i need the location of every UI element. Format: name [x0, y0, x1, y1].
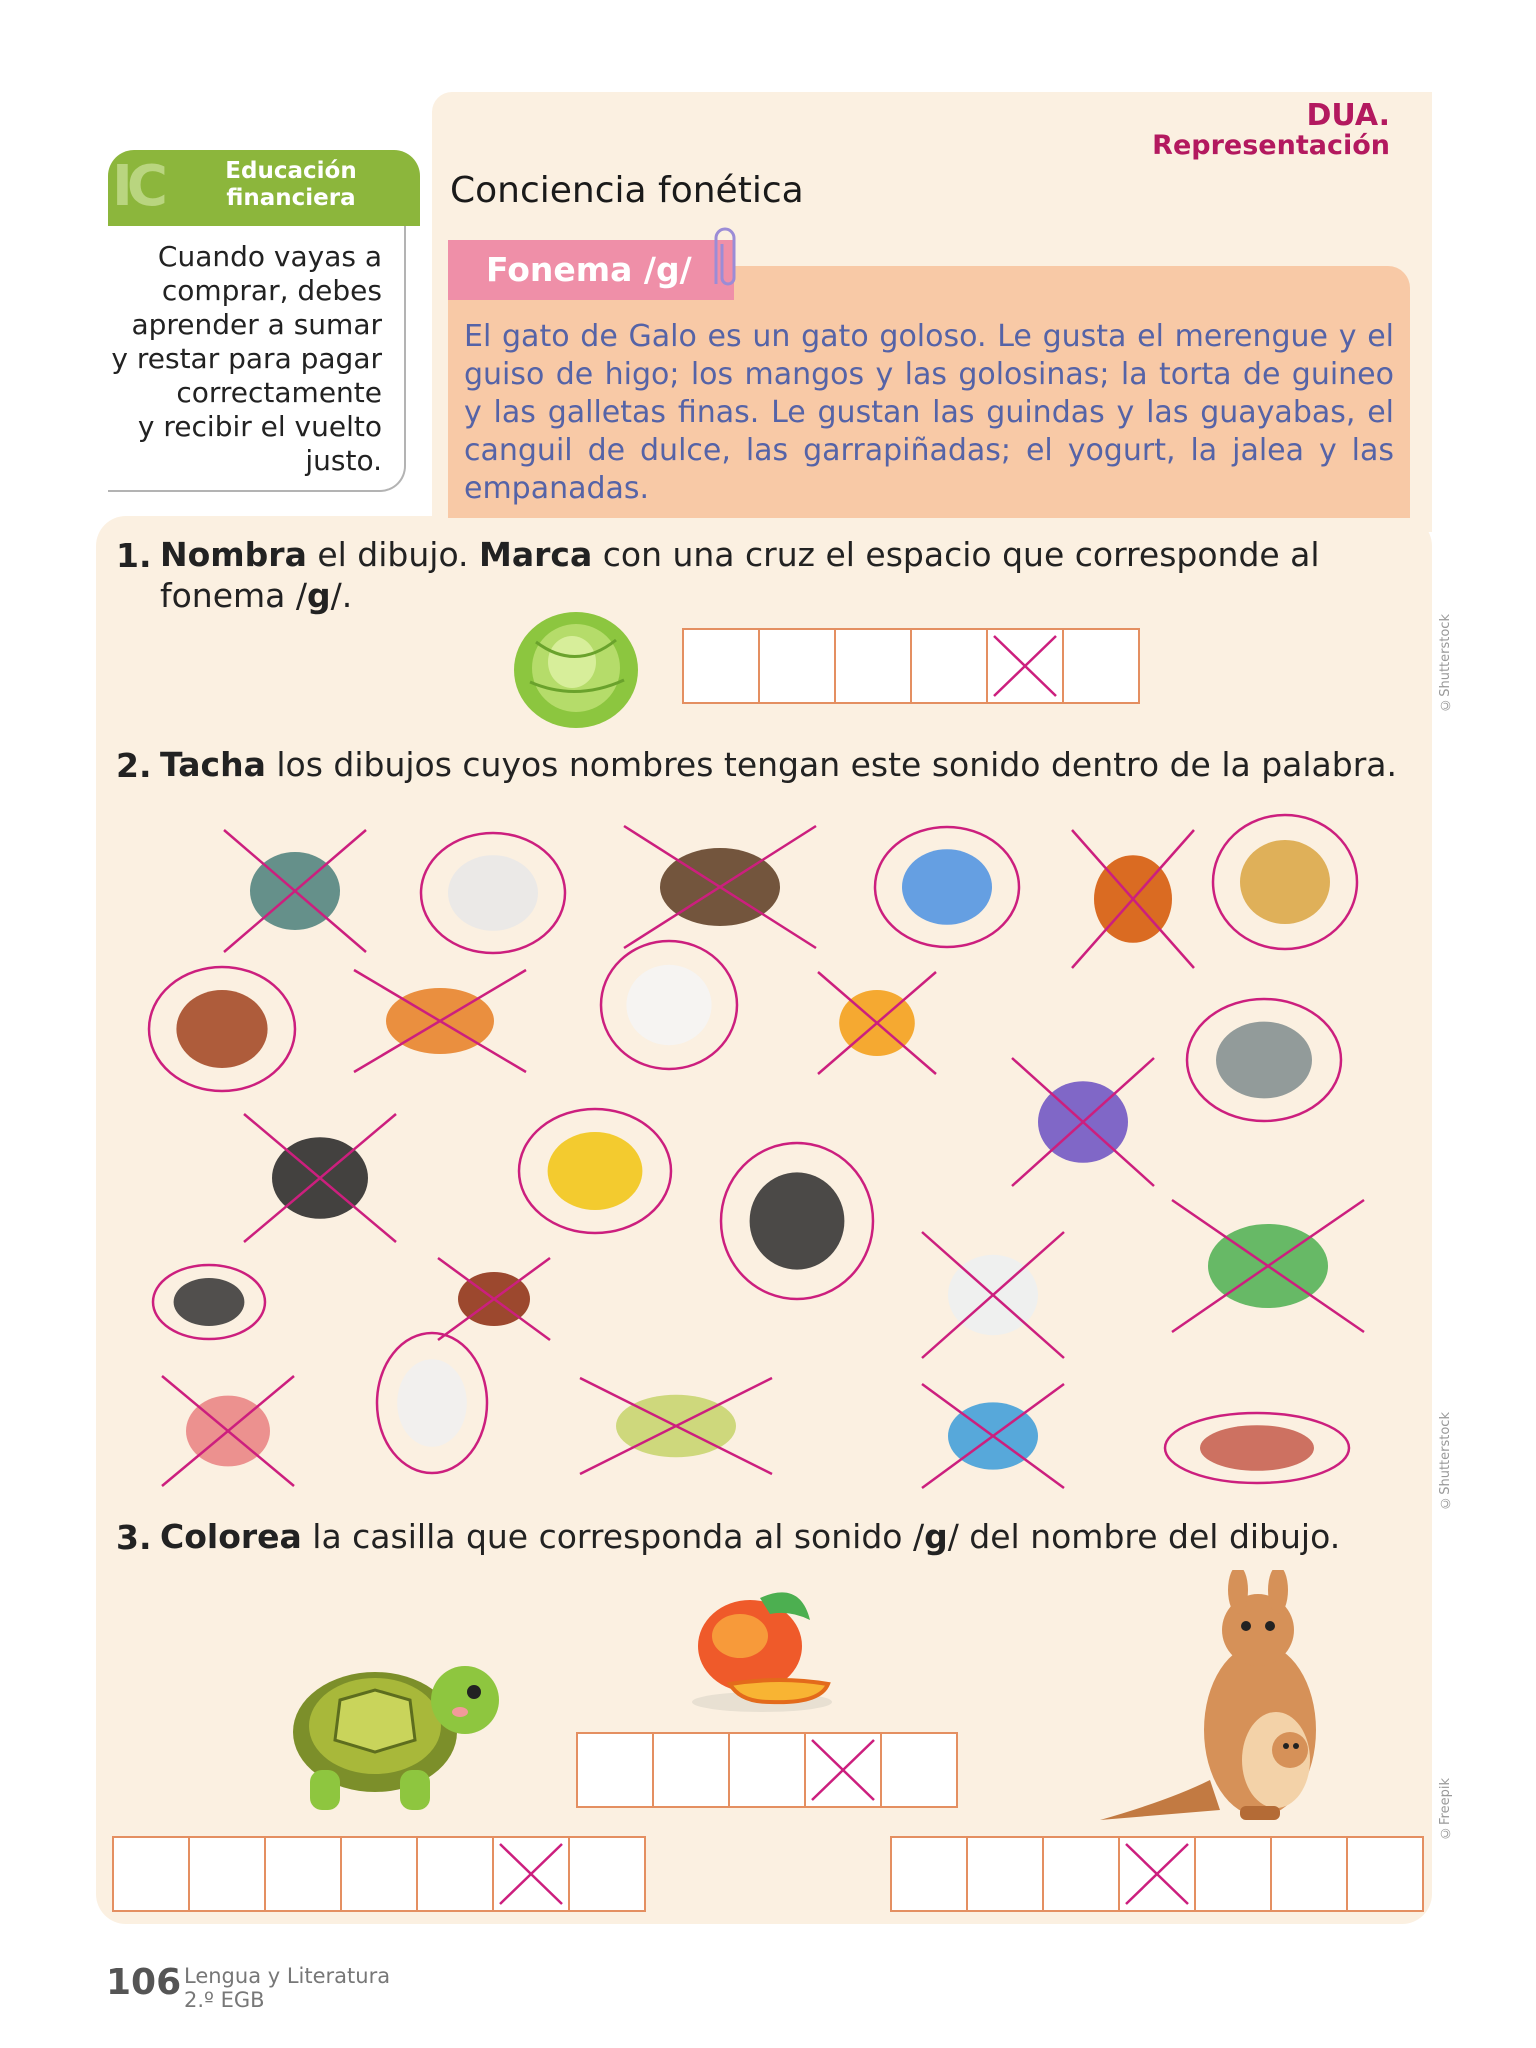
galleta-illustration — [1240, 840, 1330, 924]
answer-box[interactable] — [418, 1838, 494, 1910]
answer-box[interactable] — [654, 1734, 730, 1806]
answer-box[interactable] — [968, 1838, 1044, 1910]
image-credit: ©Shutterstock — [1438, 614, 1453, 712]
section-title: Conciencia fonética — [450, 170, 804, 211]
footer-grade: 2.º EGB — [184, 1988, 265, 2012]
answer-box[interactable] — [1348, 1838, 1422, 1910]
q1-answer-boxes — [682, 628, 1140, 704]
ic-title — [196, 158, 386, 212]
gusano-illustration — [1200, 1425, 1314, 1471]
ic-line: y recibir el vuelto — [137, 410, 382, 443]
ic-line: aprender a sumar — [131, 308, 382, 341]
paperclip-icon — [706, 224, 740, 292]
image-credit: ©Freepik — [1438, 1778, 1453, 1840]
q3-tortuga-boxes — [112, 1836, 646, 1912]
q1-phoneme: g — [307, 576, 331, 615]
q1-number: 1. — [116, 536, 152, 575]
gorila-illustration — [750, 1172, 845, 1269]
q1-text-part: el dibujo. — [306, 535, 480, 574]
answer-box[interactable] — [912, 630, 988, 702]
q3-text — [160, 1516, 1420, 1557]
mango-picture — [680, 1580, 840, 1720]
answer-box[interactable] — [1196, 1838, 1272, 1910]
q3-text-part: / del nombre del dibujo. — [947, 1517, 1341, 1556]
q2-number: 2. — [116, 746, 152, 785]
ic-title-line2: financiera — [226, 185, 356, 211]
fonema-label: Fonema /g/ — [486, 250, 692, 289]
answer-box[interactable] — [1044, 1838, 1120, 1910]
answer-box[interactable] — [114, 1838, 190, 1910]
answer-box[interactable] — [266, 1838, 342, 1910]
answer-box[interactable] — [988, 630, 1064, 702]
cross-mark-icon — [988, 630, 1062, 702]
gallo-illustration — [176, 990, 267, 1068]
guantes-illustration — [548, 1132, 643, 1210]
answer-box[interactable] — [882, 1734, 956, 1806]
picture-galleta[interactable] — [1210, 812, 1360, 952]
q1-text — [160, 534, 1410, 616]
ic-line: Cuando vayas a — [157, 240, 382, 273]
ic-line: justo. — [305, 444, 382, 477]
picture-lengua[interactable] — [158, 1372, 298, 1490]
ic-line: correctamente — [176, 376, 382, 409]
answer-box[interactable] — [494, 1838, 570, 1910]
answer-box[interactable] — [1272, 1838, 1348, 1910]
page-number: 106 — [106, 1962, 182, 2003]
kangaroo-picture — [1090, 1570, 1350, 1830]
picture-dragón[interactable] — [1168, 1196, 1368, 1336]
gato-illustration — [1216, 1022, 1312, 1099]
picture-tigre[interactable] — [350, 966, 530, 1076]
dua-title: DUA. — [1306, 98, 1390, 133]
answer-box[interactable] — [570, 1838, 644, 1910]
answer-box[interactable] — [760, 630, 836, 702]
picture-guantes[interactable] — [516, 1106, 674, 1236]
ic-line: comprar, debes — [161, 274, 382, 307]
picture-pingüino[interactable] — [240, 1110, 400, 1246]
q3-text-part: la casilla que corresponda al sonido / — [301, 1517, 925, 1556]
gorra-illustration — [902, 849, 992, 925]
answer-box[interactable] — [836, 630, 912, 702]
picture-manguera[interactable] — [220, 826, 370, 956]
gafas-illustration — [174, 1278, 245, 1326]
picture-amigos[interactable] — [1068, 826, 1198, 972]
picture-gato[interactable] — [1184, 996, 1344, 1124]
q3-verb-colorea: Colorea — [160, 1517, 302, 1556]
q2-text-part: los dibujos cuyos nombres tengan este sonido dentro de la palabra. — [265, 745, 1397, 784]
picture-regalo[interactable] — [1008, 1054, 1158, 1190]
picture-gotero[interactable] — [418, 830, 568, 956]
q3-canguro-boxes — [890, 1836, 1424, 1912]
ic-logo: IC — [112, 154, 162, 219]
answer-box[interactable] — [190, 1838, 266, 1910]
answer-box[interactable] — [342, 1838, 418, 1910]
picture-gafas[interactable] — [150, 1262, 268, 1342]
q1-verb-marca: Marca — [479, 535, 593, 574]
picture-gorila[interactable] — [718, 1140, 876, 1302]
ic-text — [108, 240, 382, 478]
answer-box[interactable] — [1064, 630, 1138, 702]
gotero-illustration — [448, 855, 538, 931]
q1-text-part: /. — [330, 576, 353, 615]
q1-text-part: fonema / — [160, 576, 308, 615]
ic-title-line1: Educación — [225, 158, 357, 184]
gallina-illustration — [626, 965, 711, 1045]
picture-mango[interactable] — [814, 968, 940, 1078]
picture-cigüeña[interactable] — [918, 1228, 1068, 1362]
ganso-illustration — [397, 1359, 467, 1447]
q2-verb-tacha: Tacha — [160, 745, 266, 784]
q3-phoneme: g — [924, 1517, 948, 1556]
q3-mango-boxes — [576, 1732, 958, 1808]
picture-gorra[interactable] — [872, 824, 1022, 950]
picture-agua[interactable] — [918, 1380, 1068, 1492]
picture-gallina[interactable] — [598, 938, 740, 1072]
lettuce-picture — [506, 602, 646, 732]
image-credit: ©Shutterstock — [1438, 1412, 1453, 1510]
picture-ganso[interactable] — [374, 1330, 490, 1476]
cross-mark-icon — [494, 1838, 568, 1910]
q2-text — [160, 744, 1420, 785]
dua-subtitle: Representación — [1152, 130, 1390, 161]
turtle-picture — [280, 1640, 510, 1820]
picture-regla[interactable] — [576, 1374, 776, 1478]
footer-subject: Lengua y Literatura — [184, 1964, 391, 1988]
answer-box[interactable] — [892, 1838, 968, 1910]
story-text: El gato de Galo es un gato goloso. Le gusta el merengue y el guiso de higo; los mangos y las golosinas; la torta de guineo y las galletas finas. Le gustan las guindas y las guayabas, el canguil de dulce, las garrapiñadas; el yogurt, la jalea y las empanadas. — [464, 319, 1394, 506]
picture-águila[interactable] — [620, 822, 820, 952]
cross-mark-icon — [806, 1734, 880, 1806]
answer-box[interactable] — [578, 1734, 654, 1806]
ic-line: y restar para pagar — [111, 342, 382, 375]
answer-box[interactable] — [806, 1734, 882, 1806]
picture-gusano[interactable] — [1162, 1410, 1352, 1486]
picture-gallo[interactable] — [146, 964, 298, 1094]
answer-box[interactable] — [730, 1734, 806, 1806]
q3-number: 3. — [116, 1518, 152, 1557]
cross-mark-icon — [1120, 1838, 1194, 1910]
q1-text-part: con una cruz el espacio que corresponde al — [592, 535, 1320, 574]
answer-box[interactable] — [684, 630, 760, 702]
answer-box[interactable] — [1120, 1838, 1196, 1910]
q1-verb-nombra: Nombra — [160, 535, 307, 574]
